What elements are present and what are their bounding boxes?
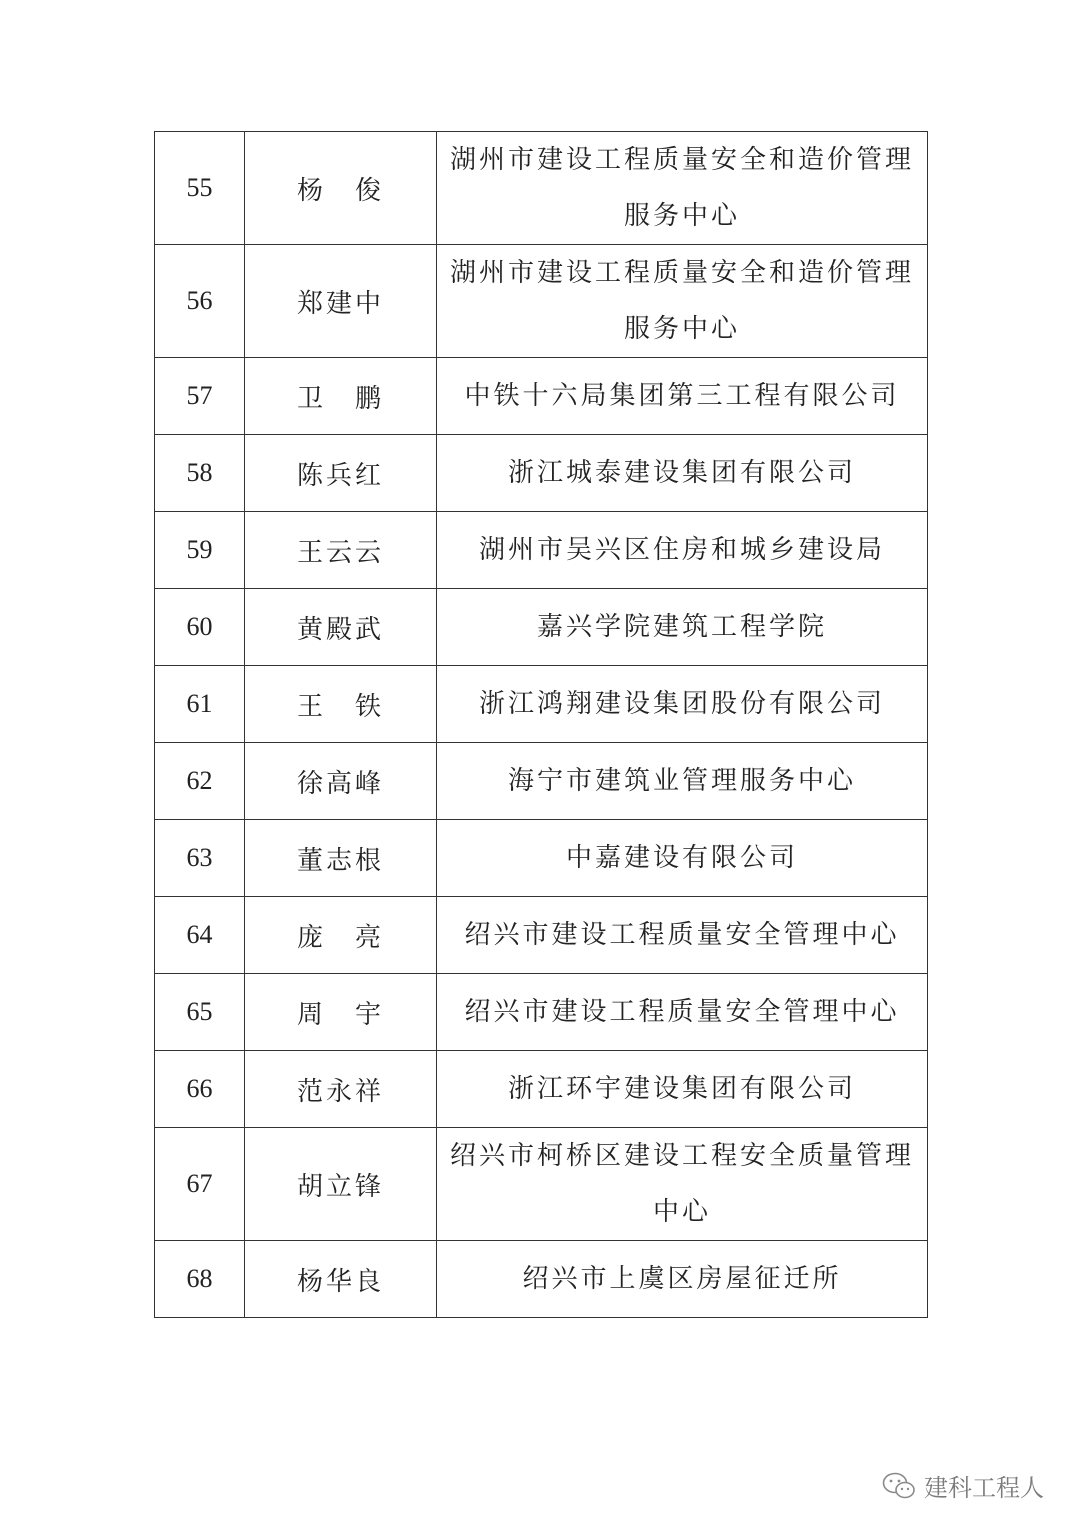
table-row — [155, 820, 928, 897]
organization-name: 湖州市建设工程质量安全和造价管理服务中心 — [437, 245, 928, 358]
organization-name: 浙江环宇建设集团有限公司 — [437, 1051, 928, 1128]
row-number: 62 — [155, 743, 245, 820]
organization-name: 绍兴市上虞区房屋征迁所 — [437, 1241, 928, 1318]
table-row — [155, 245, 928, 358]
row-number: 64 — [155, 897, 245, 974]
watermark — [882, 1468, 1044, 1503]
table-row — [155, 897, 928, 974]
person-name: 董志根 — [245, 820, 437, 897]
row-number: 59 — [155, 512, 245, 589]
organization-name: 浙江鸿翔建设集团股份有限公司 — [437, 666, 928, 743]
row-number: 60 — [155, 589, 245, 666]
table-row — [155, 1241, 928, 1318]
table-row — [155, 1051, 928, 1128]
organization-name: 中铁十六局集团第三工程有限公司 — [437, 358, 928, 435]
watermark-text: 建科工程人 — [924, 1474, 1044, 1502]
person-name: 胡立锋 — [245, 1128, 437, 1241]
person-name: 周 宇 — [245, 974, 437, 1051]
row-number: 55 — [155, 132, 245, 245]
person-name: 王云云 — [245, 512, 437, 589]
row-number: 57 — [155, 358, 245, 435]
person-name: 郑建中 — [245, 245, 437, 358]
person-name: 王 铁 — [245, 666, 437, 743]
person-name: 黄殿武 — [245, 589, 437, 666]
table-row — [155, 743, 928, 820]
table-row — [155, 589, 928, 666]
person-name: 杨华良 — [245, 1241, 437, 1318]
row-number: 67 — [155, 1128, 245, 1241]
organization-name: 绍兴市建设工程质量安全管理中心 — [437, 974, 928, 1051]
organization-name: 湖州市建设工程质量安全和造价管理服务中心 — [437, 132, 928, 245]
person-name: 徐高峰 — [245, 743, 437, 820]
row-number: 63 — [155, 820, 245, 897]
row-number: 68 — [155, 1241, 245, 1318]
organization-name: 嘉兴学院建筑工程学院 — [437, 589, 928, 666]
table-row — [155, 435, 928, 512]
wechat-icon — [882, 1472, 916, 1500]
table-row — [155, 666, 928, 743]
table-row — [155, 132, 928, 245]
table-row — [155, 358, 928, 435]
organization-name: 绍兴市建设工程质量安全管理中心 — [437, 897, 928, 974]
person-name: 庞 亮 — [245, 897, 437, 974]
personnel-table — [154, 131, 928, 1318]
organization-name: 中嘉建设有限公司 — [437, 820, 928, 897]
row-number: 58 — [155, 435, 245, 512]
organization-name: 湖州市吴兴区住房和城乡建设局 — [437, 512, 928, 589]
row-number: 66 — [155, 1051, 245, 1128]
table-row — [155, 974, 928, 1051]
person-name: 卫 鹏 — [245, 358, 437, 435]
organization-name: 浙江城泰建设集团有限公司 — [437, 435, 928, 512]
table-row — [155, 512, 928, 589]
person-name: 陈兵红 — [245, 435, 437, 512]
person-name: 范永祥 — [245, 1051, 437, 1128]
organization-name: 绍兴市柯桥区建设工程安全质量管理中心 — [437, 1128, 928, 1241]
row-number: 65 — [155, 974, 245, 1051]
row-number: 56 — [155, 245, 245, 358]
table-row — [155, 1128, 928, 1241]
personnel-table-body — [155, 132, 928, 1318]
person-name: 杨 俊 — [245, 132, 437, 245]
row-number: 61 — [155, 666, 245, 743]
organization-name: 海宁市建筑业管理服务中心 — [437, 743, 928, 820]
